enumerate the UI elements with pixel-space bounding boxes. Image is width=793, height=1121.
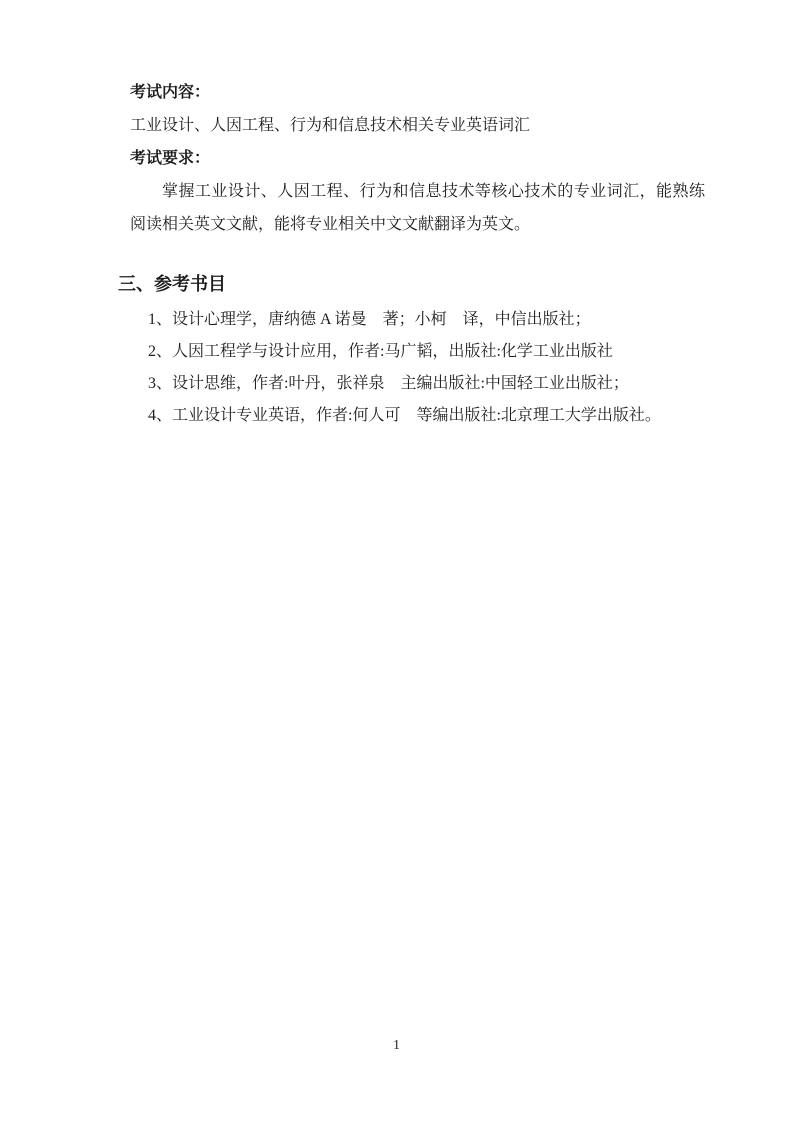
document-body <box>118 76 705 432</box>
references-section-heading: 三、参考书目 <box>118 274 226 294</box>
reference-item-2: 2、人因工程学与设计应用，作者:马广韬，出版社:化学工业出版社 <box>148 343 613 360</box>
exam-content-heading: 考试内容： <box>130 84 211 101</box>
exam-requirements-body: 掌握工业设计、人因工程、行为和信息技术等核心技术的专业词汇，能熟练阅读相关英文文献，能将专业相关中文文献翻译为英文。 <box>130 183 705 233</box>
references-list <box>130 304 705 432</box>
reference-item-3: 3、设计思维，作者:叶丹，张祥泉 主编出版社:中国轻工业出版社； <box>148 375 629 392</box>
exam-content-body: 工业设计、人因工程、行为和信息技术相关专业英语词汇 <box>130 117 531 134</box>
reference-item-1: 1、设计心理学，唐纳德 A 诺曼 著；小柯 译，中信出版社； <box>148 311 591 328</box>
page-number: 1 <box>393 1038 400 1053</box>
reference-item-4: 4、工业设计专业英语，作者:何人可 等编出版社:北京理工大学出版社。 <box>148 407 661 424</box>
exam-requirements-heading: 考试要求： <box>130 150 211 167</box>
